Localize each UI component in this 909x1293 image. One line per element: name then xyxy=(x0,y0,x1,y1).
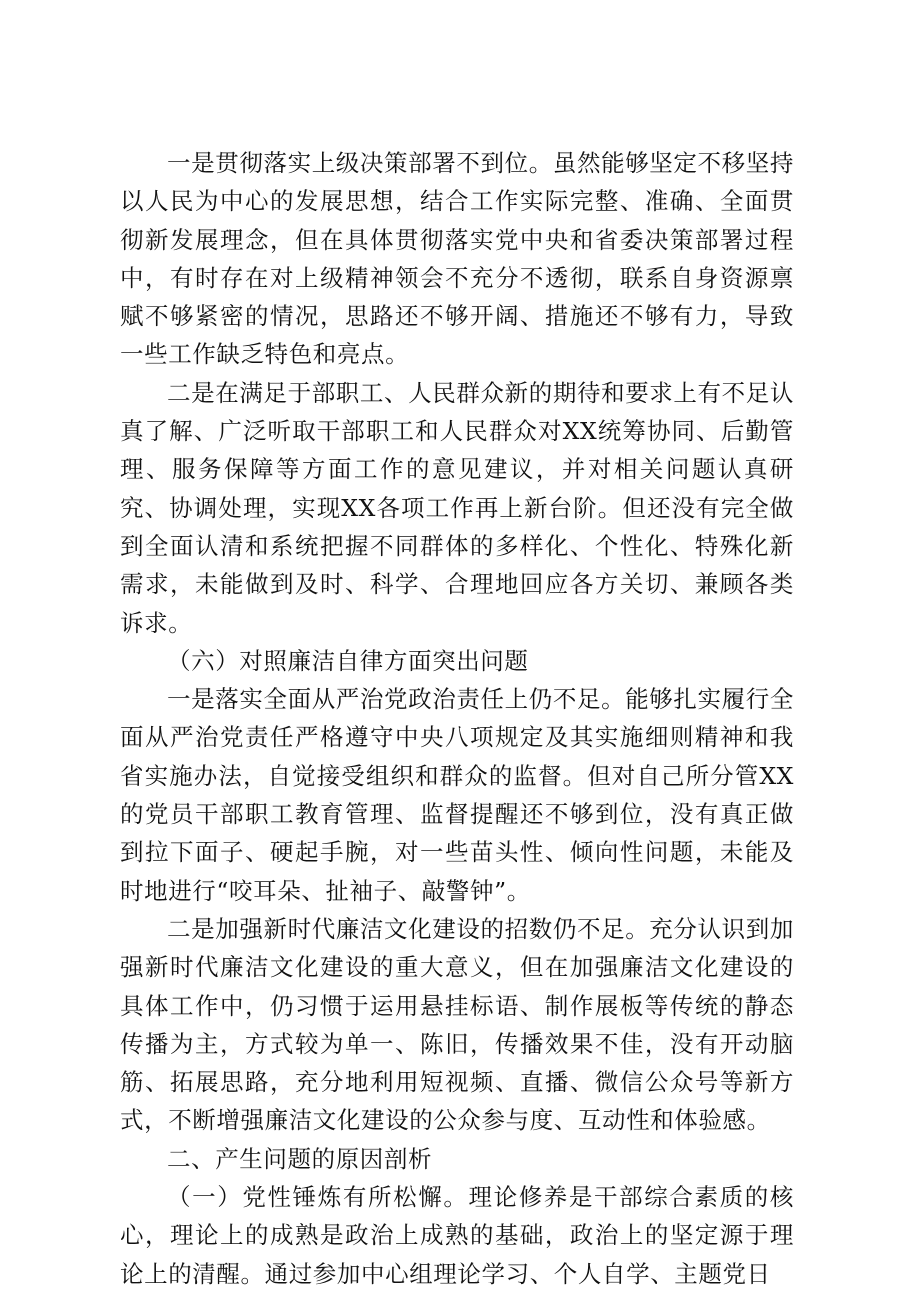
paragraph-public-expectations-issue: 二是在满足于部职工、人民群众新的期待和要求上有不足认真了解、广泛听取干部职工和人民群众对XX统筹协同、后勤管理、服务保障等方面工作的意见建议，并对相关问题认真研究、协调处理，实现XX各项工作再上新台阶。但还没有完全做到全面认清和系统把握不同群体的多样化、个性化、特殊化新需求，未能做到及时、科学、合理地回应各方关切、兼顾各类诉求。 xyxy=(120,378,794,637)
section-heading-integrity: （六）对照廉洁自律方面突出问题 xyxy=(167,646,529,675)
section-heading-cause-analysis: 二、产生问题的原因剖析 xyxy=(167,1144,433,1173)
document-body xyxy=(120,144,794,1293)
paragraph-party-governance-issue: 一是落实全面从严治党政治责任上仍不足。能够扎实履行全面从严治党责任严格遵守中央八项规定及其实施细则精神和我省实施办法，自觉接受组织和群众的监督。但对自己所分管XX的党员干部职工教育管理、监督提醒还不够到位，没有真正做到拉下面子、硬起手腕，对一些苗头性、倾向性问题，未能及时地进行“咬耳朵、扯袖子、敲警钟”。 xyxy=(120,685,794,905)
paragraph-party-spirit-cause: （一）党性锤炼有所松懈。理论修养是干部综合素质的核心，理论上的成熟是政治上成熟的基础，政治上的坚定源于理论上的清醒。通过参加中心组理论学习、个人自学、主题党日 xyxy=(120,1183,794,1288)
paragraph-integrity-culture-issue: 二是加强新时代廉洁文化建设的招数仍不足。充分认识到加强新时代廉洁文化建设的重大意义，但在加强廉洁文化建设的具体工作中，仍习惯于运用悬挂标语、制作展板等传统的静态传播为主，方式较为单一、陈旧，传播效果不佳，没有开动脑筋、拓展思路，充分地利用短视频、直播、微信公众号等新方式，不断增强廉洁文化建设的公众参与度、互动性和体验感。 xyxy=(120,914,794,1135)
paragraph-implementation-issue: 一是贯彻落实上级决策部署不到位。虽然能够坚定不移坚持以人民为中心的发展思想，结合工作实际完整、准确、全面贯彻新发展理念，但在具体贯彻落实党中央和省委决策部署过程中，有时存在对上级精神领会不充分不透彻，联系自身资源禀赋不够紧密的情况，思路还不够开阔、措施还不够有力，导致一些工作缺乏特色和亮点。 xyxy=(120,149,794,369)
